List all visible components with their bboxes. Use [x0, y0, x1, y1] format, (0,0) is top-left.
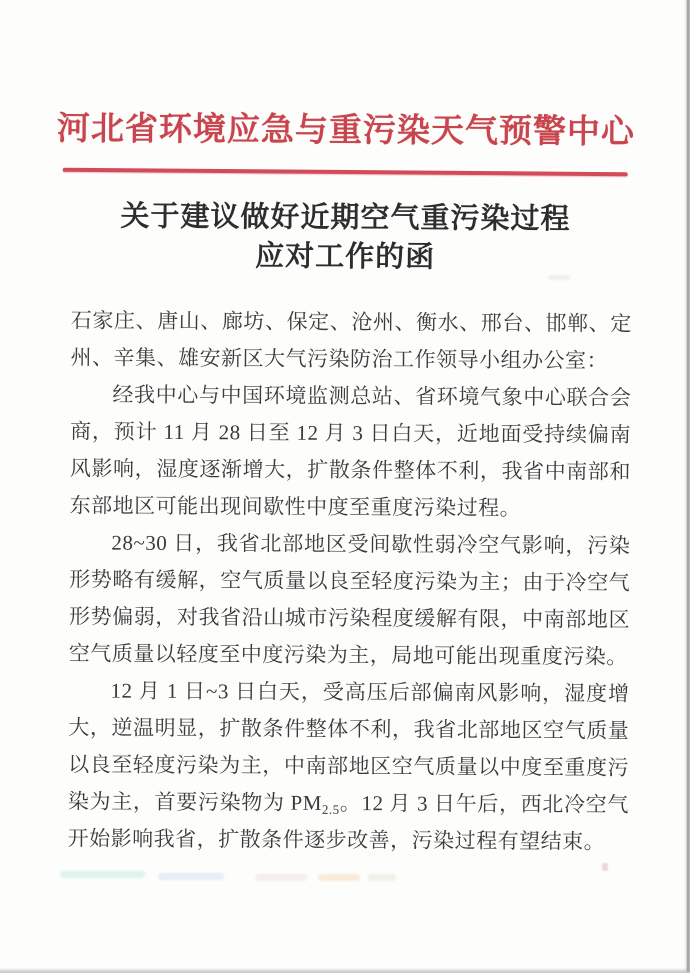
document-title: [0, 197, 690, 279]
scan-speck-pink: [602, 863, 608, 871]
scan-smudge-orange: [318, 874, 360, 881]
scan-edge-shadow-bottom: [0, 968, 690, 973]
scan-smudge-pink: [255, 874, 307, 881]
document-title-line1: 关于建议做好近期空气重污染过程: [120, 200, 571, 236]
paragraph-forecast-overview: 经我中心与中国环境监测总站、省环境气象中心联合会商，预计 11 月 28 日至 12 月 3 日白天，近地面受持续偏南风影响，湿度逐渐增大，扩散条件整体不利，我省中南部和东部地区可能出现间歇性中度至重度污染过程。: [69, 382, 632, 521]
pollutant-pm-subscript: 2.5: [321, 801, 340, 817]
document-body: [68, 302, 632, 860]
letterhead-divider-rule: [63, 168, 628, 176]
scan-smudge-blue: [158, 873, 224, 880]
addressee-line: 石家庄、唐山、廊坊、保定、沧州、衡水、邢台、邯郸、定州、辛集、雄安新区大气污染防治工作领导小组办公室：: [70, 308, 632, 373]
paragraph-nov28-30-outlook: 28~30 日，我省北部地区受间歇性弱冷空气影响，污染形势略有缓解，空气质量以良至轻度污染为主；由于冷空气形势偏弱，对我省沿山城市污染程度缓解有限，中南部地区空气质量以轻度至中度污染为主，局地可能出现重度污染。: [68, 530, 631, 669]
scan-edge-shadow-right: [683, 0, 690, 973]
pollutant-pm25-label: [290, 791, 339, 815]
paragraph-dec1-3-text-start: 12 月 1 日~3 日白天，受高压后部偏南风影响，湿度增大，逆温明显，扩散条件整体不利，我省北部地区空气质量以良至轻度污染为主，中南部地区空气质量以中度至重度污染为主，首要污染物为: [67, 678, 630, 815]
scan-smudge-cyan: [60, 871, 145, 878]
paragraph-dec1-3-text-end: 。12 月 3 日午后，西北冷空气开始影响我省，扩散条件逐步改善，污染过程有望结束。: [67, 790, 629, 854]
letterhead-org-name: 河北省环境应急与重污染天气预警中心: [56, 111, 636, 151]
document-title-line2: 应对工作的函: [255, 240, 436, 274]
scan-speck-gray: [548, 275, 570, 280]
scan-smudge-tan: [368, 874, 396, 881]
pollutant-pm-name: PM: [290, 790, 322, 815]
paragraph-dec1-3-outlook: [68, 672, 630, 860]
